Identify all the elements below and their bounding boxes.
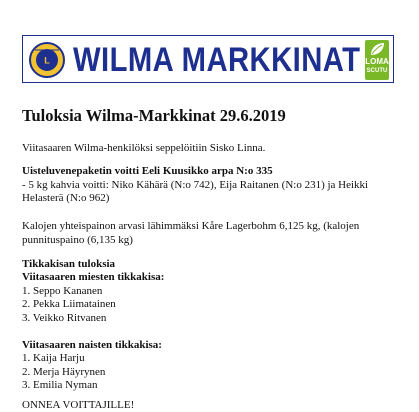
men-dart-heading: Viitasaaren miesten tikkakisa: — [22, 271, 165, 283]
loma-scutu-logo — [365, 40, 389, 80]
dart-heading: Tikkakisan tuloksia — [22, 258, 116, 270]
scutu-text: SCUTU — [366, 68, 388, 74]
men-result-1: 1. Seppo Kananen — [22, 285, 103, 297]
loma-text: LOMA — [365, 57, 389, 66]
closing-text: ONNEA VOITTAJILLE! — [22, 399, 135, 411]
fish-weight-line-2: punnituspaino (6,135 kg) — [22, 234, 133, 246]
men-result-2: 2. Pekka Liimatainen — [22, 298, 116, 310]
page-title: Tuloksia Wilma-Markkinat 29.6.2019 — [22, 106, 286, 125]
women-result-3: 3. Emilia Nyman — [22, 379, 98, 391]
fish-weight-line-1: Kalojen yhteispainon arvasi lähimmäksi Kåre Lagerbohm 6,125 kg, (kalojen — [22, 220, 360, 232]
banner-title: WILMA MARKKINAT — [73, 41, 361, 79]
women-result-1: 1. Kaija Harju — [22, 352, 85, 364]
raffle-heading: Uisteluvenepaketin voitti Eeli Kuusikko arpa N:o 335 — [22, 165, 273, 177]
men-result-3: 3. Veikko Ritvanen — [22, 312, 107, 324]
coffee-winners-line-1: - 5 kg kahvia voitti: Niko Kähärä (N:o 742), Eija Raitanen (N:o 231) ja Heikki — [22, 179, 369, 191]
lions-club-logo-icon — [29, 40, 65, 80]
women-dart-heading: Viitasaaren naisten tikkakisa: — [22, 339, 162, 351]
intro-text: Viitasaaren Wilma-henkilöksi seppelöitiin Sisko Linna. — [22, 142, 266, 154]
women-result-2: 2. Merja Häyrynen — [22, 366, 106, 378]
wilma-markkinat-banner — [22, 35, 394, 83]
coffee-winners-line-2: Helasterä (N:o 962) — [22, 192, 110, 204]
svg-text:L: L — [44, 55, 50, 66]
